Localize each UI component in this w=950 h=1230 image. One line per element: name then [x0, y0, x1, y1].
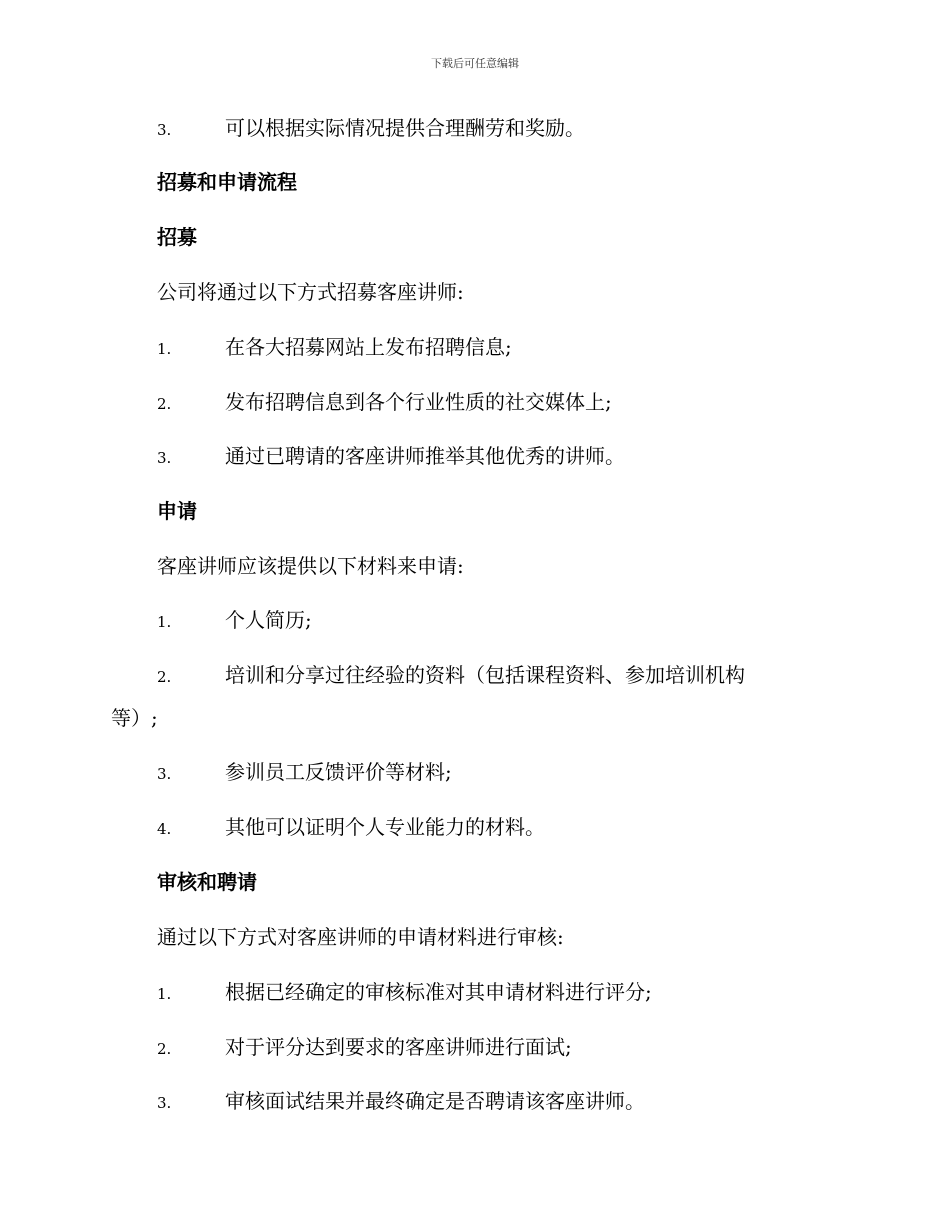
list-number: 3.	[157, 121, 172, 139]
list-number: 3.	[157, 765, 172, 783]
list-number: 2.	[157, 668, 172, 686]
recruit-intro: 公司将通过以下方式招募客座讲师:	[157, 280, 464, 304]
list-text: 其他可以证明个人专业能力的材料。	[225, 815, 545, 839]
list-text: 通过已聘请的客座讲师推举其他优秀的讲师。	[225, 444, 625, 468]
list-number: 3.	[157, 449, 172, 467]
section-title: 招募和申请流程	[157, 170, 297, 194]
list-number: 1.	[157, 613, 172, 631]
header-note: 下载后可任意编辑	[431, 57, 519, 70]
list-number: 2.	[157, 1040, 172, 1058]
list-number: 1.	[157, 340, 172, 358]
list-number: 3.	[157, 1094, 172, 1112]
list-text: 根据已经确定的审核标准对其申请材料进行评分;	[225, 980, 652, 1004]
list-text: 培训和分享过往经验的资料（包括课程资料、参加培训机构	[225, 663, 745, 687]
list-text: 对于评分达到要求的客座讲师进行面试;	[225, 1035, 572, 1059]
review-intro: 通过以下方式对客座讲师的申请材料进行审核:	[157, 925, 564, 949]
list-text: 参训员工反馈评价等材料;	[225, 760, 452, 784]
apply-intro: 客座讲师应该提供以下材料来申请:	[157, 554, 464, 578]
list-text: 发布招聘信息到各个行业性质的社交媒体上;	[225, 390, 612, 414]
list-text: 可以根据实际情况提供合理酬劳和奖励。	[225, 116, 585, 140]
apply-heading: 申请	[157, 499, 197, 523]
recruit-heading: 招募	[157, 225, 197, 249]
list-text: 个人简历;	[225, 608, 312, 632]
list-text-continuation: 等）;	[111, 706, 158, 730]
list-number: 2.	[157, 395, 172, 413]
list-text: 审核面试结果并最终确定是否聘请该客座讲师。	[225, 1089, 645, 1113]
list-text: 在各大招募网站上发布招聘信息;	[225, 335, 512, 359]
list-number: 4.	[157, 820, 172, 838]
review-heading: 审核和聘请	[157, 870, 257, 894]
list-number: 1.	[157, 985, 172, 1003]
